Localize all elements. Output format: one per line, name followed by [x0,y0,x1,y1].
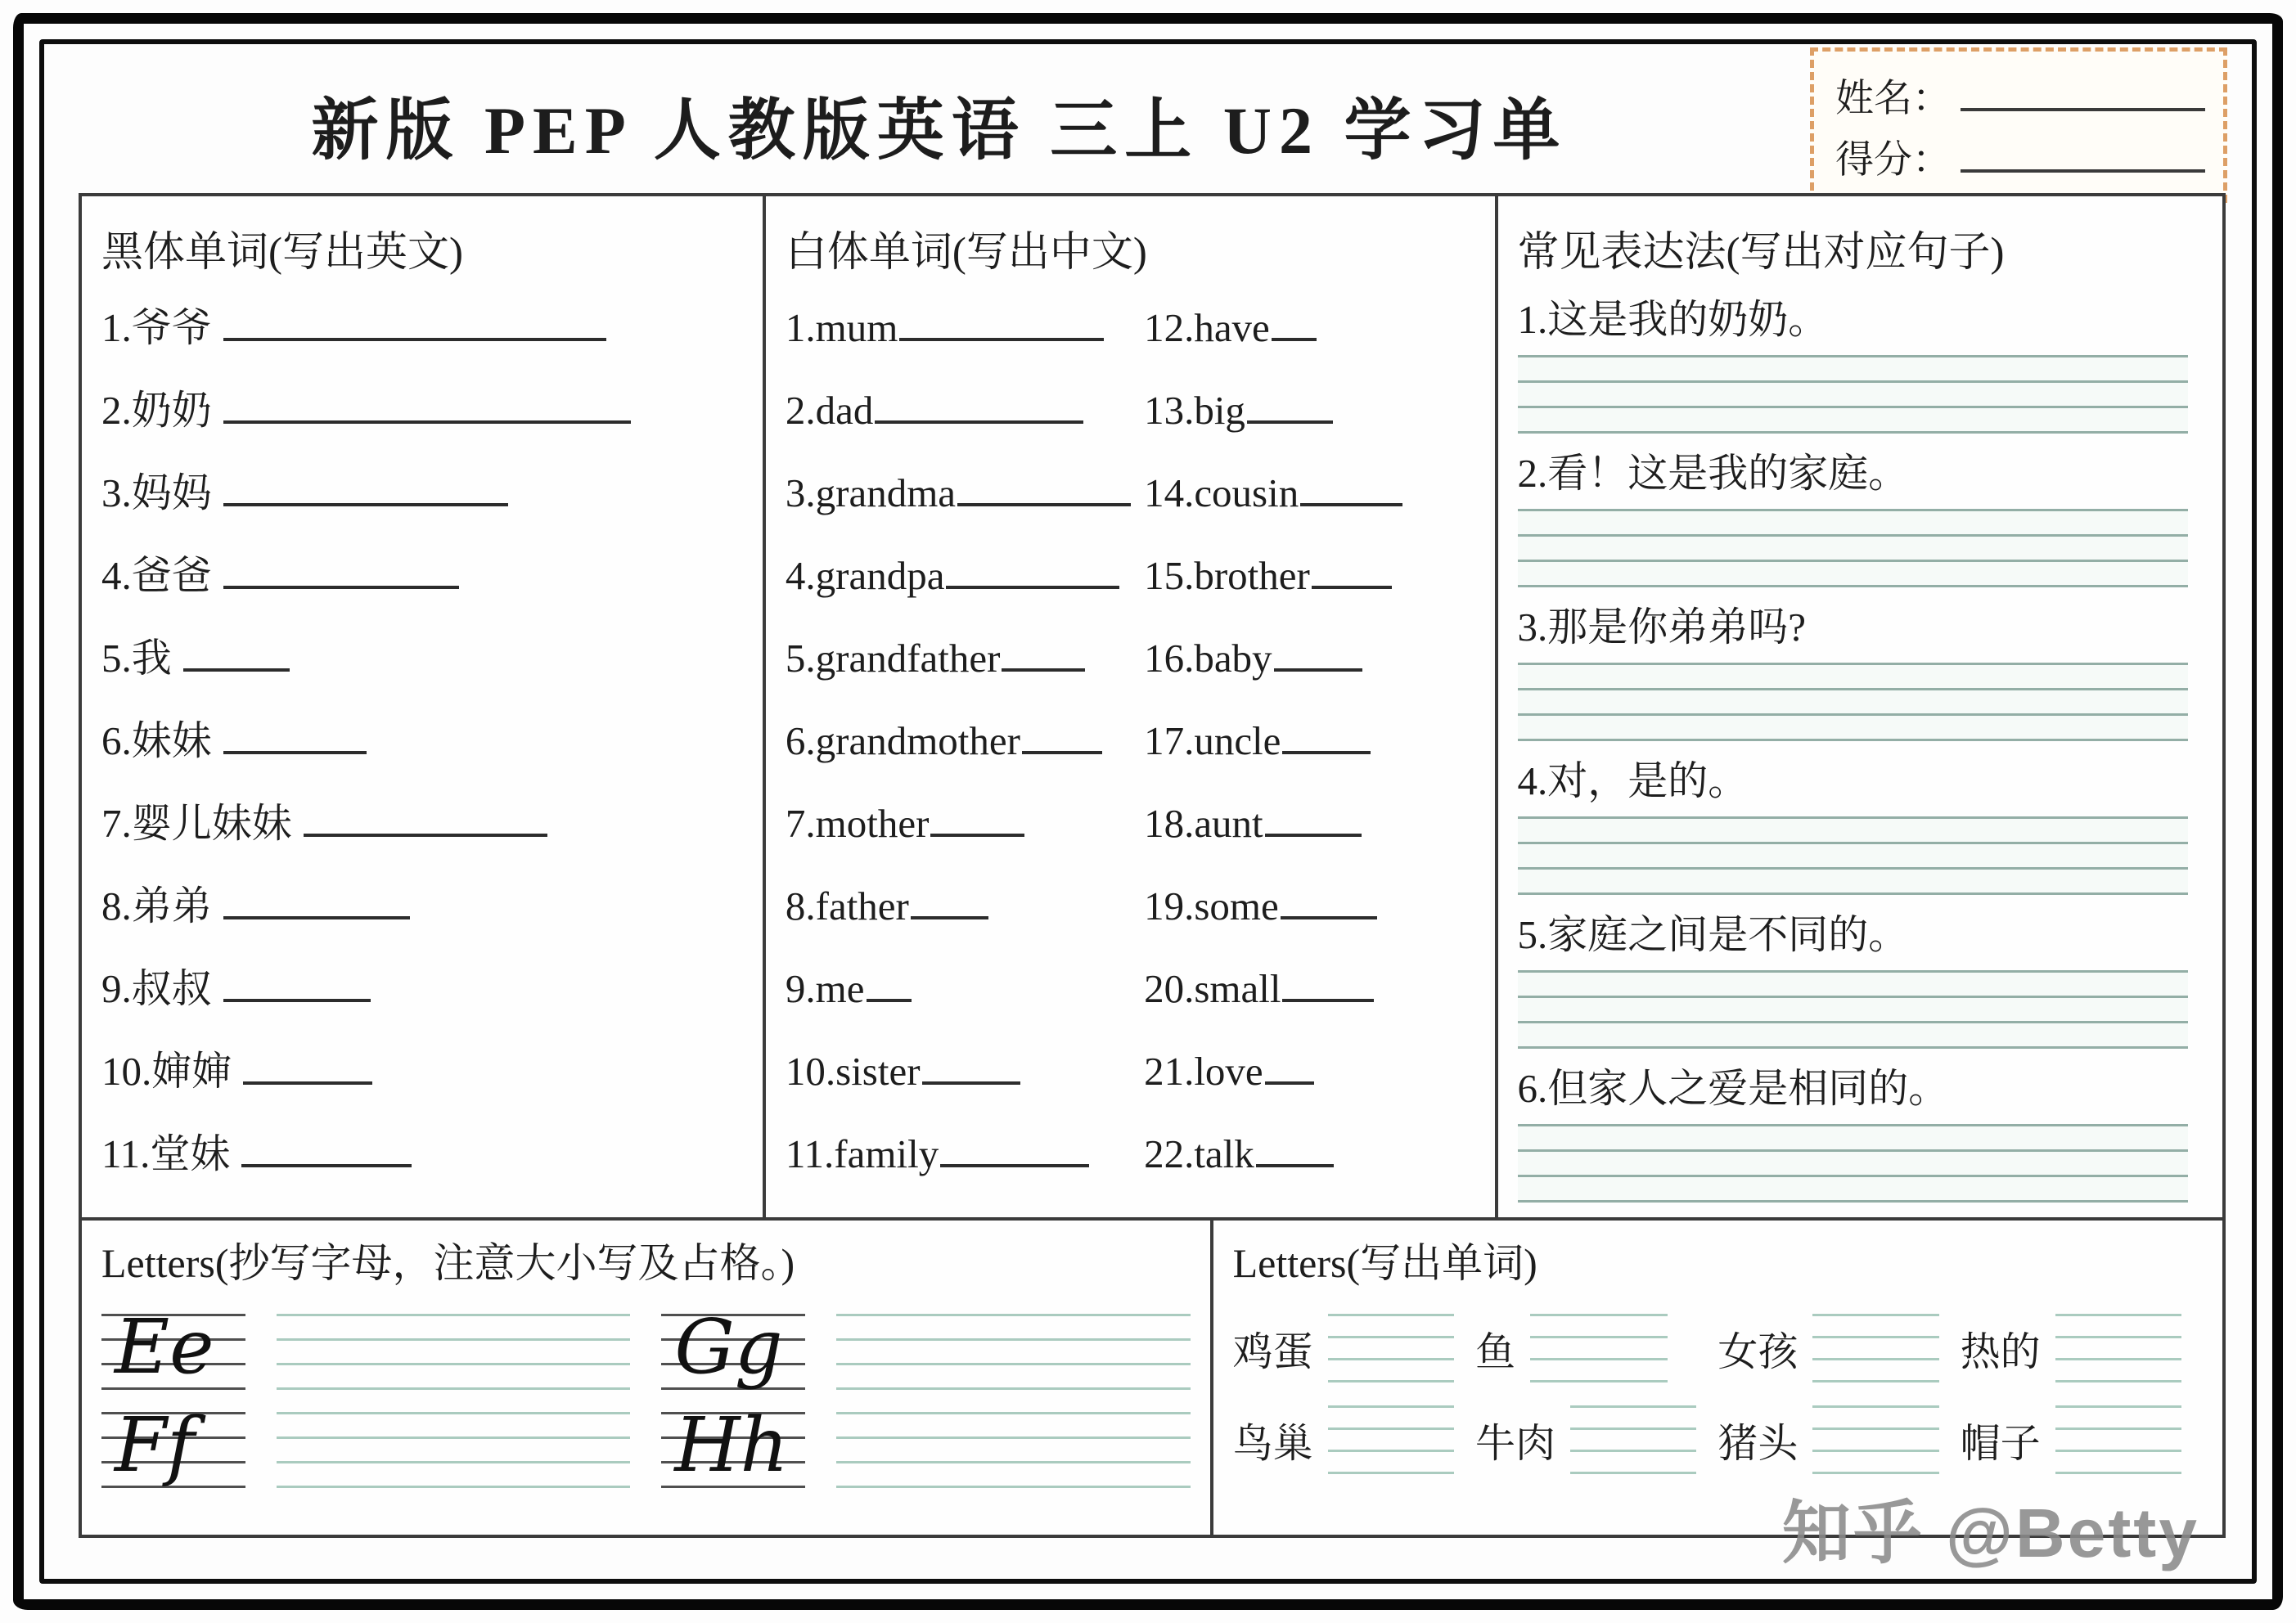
white-word-item: 2.dad [786,369,1144,452]
page-title: 新版 PEP 人教版英语 三上 U2 学习单 [311,93,1568,168]
model-stave [101,1303,245,1391]
bold-word-item: 3.妈妈 [101,452,743,534]
answer-blank [1256,1158,1334,1167]
answer-blank [1282,744,1371,754]
word-prompt: 鸡蛋 [1232,1329,1313,1374]
word-pair [1233,1314,1475,1384]
white-word-item: 19.some [1144,865,1474,947]
word-prompt: 鱼 [1474,1329,1515,1374]
white-word-item: 9.me [786,947,1144,1030]
answer-blank [223,414,631,424]
white-word-item: 22.talk [1144,1113,1474,1195]
white-words-header: 白体单词(写出中文) [785,230,1147,276]
white-word-item: 10.sister [786,1030,1144,1113]
model-letters: Gg [674,1303,783,1391]
answer-blank [911,910,988,919]
answer-blank [1022,744,1102,754]
letters-words-header: Letters(写出单词) [1232,1240,1537,1286]
answer-blank [1265,827,1362,837]
answer-blank [241,1158,412,1167]
white-words-right-list [1144,286,1474,1195]
white-word-item: 1.mum [786,286,1144,369]
word-prompt: 鸟巢 [1232,1421,1313,1466]
answer-blank [223,497,508,506]
word-pair [1961,1405,2203,1476]
bold-word-item: 11.堂妹 [101,1113,743,1195]
white-word-item: 7.mother [786,782,1144,865]
expression-question: 2.看！这是我的家庭。 [1517,451,1909,496]
letters-copy-header: Letters(抄写字母，注意大小写及占格。) [101,1240,795,1286]
practice-stave [277,1314,630,1391]
bold-word-item: 5.我 [101,617,743,699]
practice-stave [836,1314,1190,1391]
answer-blank [1281,910,1377,919]
answer-blank [875,414,1083,424]
answer-blank [946,579,1119,589]
answer-blank [940,1158,1089,1167]
white-word-item: 15.brother [1144,534,1474,617]
writing-lines [1518,509,2188,587]
expression-question: 3.那是你弟弟吗? [1517,605,1807,650]
answer-stave [1570,1405,1696,1476]
writing-lines [1518,355,2188,434]
writing-lines [1518,970,2188,1049]
word-pair [1233,1405,1475,1476]
answer-blank [183,662,290,672]
expression-question: 4.对，是的。 [1517,758,1749,803]
expression-question: 1.这是我的奶奶。 [1517,297,1829,342]
bold-word-item: 7.婴儿妹妹 [101,782,743,865]
model-stave [101,1401,245,1490]
answer-stave [1328,1314,1454,1384]
word-pair [1961,1314,2203,1384]
section-bold-words [82,196,763,1217]
answer-blank [922,1075,1020,1085]
word-pair [1475,1405,1717,1476]
score-label: 得分： [1835,139,1951,182]
writing-lines [1518,663,2188,741]
model-letters: Hh [674,1401,789,1490]
answer-blank [867,992,912,1002]
letters-row [101,1303,1191,1391]
white-word-item: 11.family [786,1113,1144,1195]
bold-word-item: 1.爷爷 [101,286,743,369]
score-row [1835,129,2205,184]
section-letters-copy [82,1221,1210,1535]
word-pair [1717,1314,1960,1384]
answer-blank [223,331,606,341]
white-word-item: 5.grandfather [786,617,1144,699]
word-pair [1475,1314,1717,1384]
name-label: 姓名： [1835,78,1951,120]
white-word-item: 4.grandpa [786,534,1144,617]
name-blank-line [1961,101,2205,111]
expression-question: 5.家庭之间是不同的。 [1517,912,1909,957]
white-word-item: 6.grandmother [786,699,1144,782]
bold-word-item: 4.爸爸 [101,534,743,617]
white-word-item: 18.aunt [1144,782,1474,865]
white-word-item: 21.love [1144,1030,1474,1113]
bold-word-item: 9.叔叔 [101,947,743,1030]
white-word-item: 17.uncle [1144,699,1474,782]
score-blank-line [1961,163,2205,173]
white-word-item: 13.big [1144,369,1474,452]
name-row [1835,68,2205,123]
writing-lines [1518,1124,2188,1203]
word-prompt: 女孩 [1717,1329,1799,1374]
white-word-item: 16.baby [1144,617,1474,699]
expressions-header: 常见表达法(写出对应句子) [1517,230,2005,276]
model-letters: Ee [115,1303,214,1391]
answer-stave [2055,1314,2181,1384]
answer-stave [2055,1405,2181,1476]
section-expressions [1495,196,2222,1217]
worksheet-content [69,52,2227,1571]
answer-blank [957,497,1131,506]
practice-stave [836,1412,1190,1489]
header [69,52,2227,190]
answer-blank [223,910,410,919]
practice-stave [277,1412,630,1489]
word-prompt: 牛肉 [1474,1421,1555,1466]
answer-blank [899,331,1104,341]
answer-stave [1812,1405,1938,1476]
white-word-item: 14.cousin [1144,452,1474,534]
answer-stave [1530,1314,1668,1384]
word-pair [1717,1405,1960,1476]
white-words-grid [786,286,1475,1195]
white-word-item: 8.father [786,865,1144,947]
answer-blank [1274,662,1362,672]
answer-blank [1247,414,1333,424]
answer-blank [304,827,547,837]
answer-blank [243,1075,372,1085]
top-grid [82,196,2222,1221]
answer-stave [1812,1314,1938,1384]
white-word-item: 12.have [1144,286,1474,369]
expression-question: 6.但家人之爱是相同的。 [1517,1066,1949,1111]
answer-blank [1300,497,1402,506]
answer-blank [1312,579,1392,589]
word-prompt: 热的 [1960,1329,2041,1374]
answer-blank [223,744,367,754]
word-prompt: 帽子 [1960,1421,2041,1466]
answer-blank [930,827,1024,837]
name-score-box [1810,47,2227,203]
words-row [1233,1405,2203,1476]
answer-blank [1272,331,1317,341]
bold-word-item: 10.婶婶 [101,1030,743,1113]
letters-row [101,1401,1191,1490]
worksheet-table [79,193,2226,1538]
watermark: 知乎 @Betty [1781,1495,2199,1571]
white-word-item: 3.grandma [786,452,1144,534]
answer-blank [1265,1075,1314,1085]
model-stave [661,1303,805,1391]
words-row [1233,1314,2203,1384]
section-white-words [763,196,1495,1217]
answer-stave [1328,1405,1454,1476]
writing-lines [1518,816,2188,895]
white-words-left-list [786,286,1144,1195]
bold-word-item: 8.弟弟 [101,865,743,947]
word-prompt: 猪头 [1717,1421,1799,1466]
answer-blank [223,992,371,1002]
bold-words-header: 黑体单词(写出英文) [101,230,463,276]
answer-blank [1002,662,1085,672]
model-letters: Ff [115,1401,195,1490]
answer-blank [1282,992,1374,1002]
model-stave [661,1401,805,1490]
white-word-item: 20.small [1144,947,1474,1030]
bold-word-item: 6.妹妹 [101,699,743,782]
answer-blank [223,579,459,589]
bold-word-item: 2.奶奶 [101,369,743,452]
